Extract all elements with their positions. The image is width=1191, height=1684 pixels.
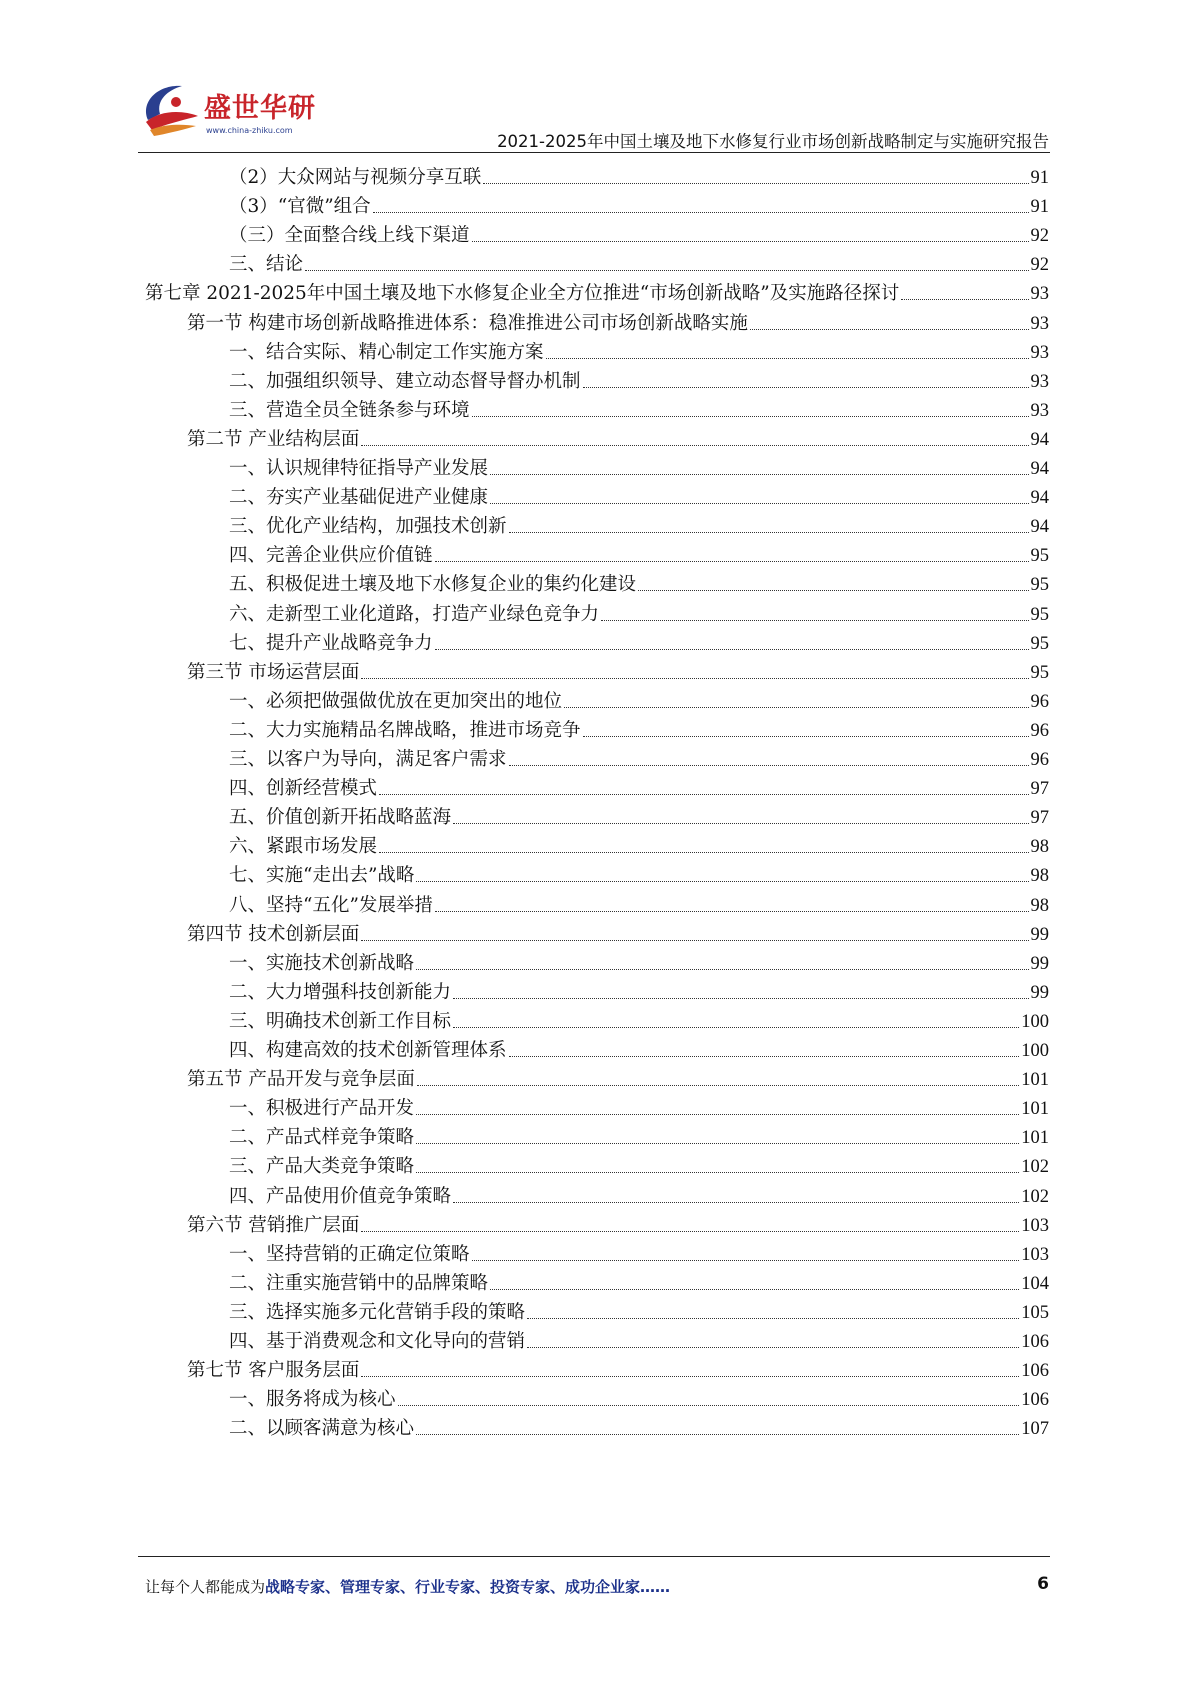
toc-entry-page: 99 (1030, 924, 1049, 945)
toc-dot-leader (453, 1202, 1019, 1203)
toc-entry[interactable] (229, 856, 1049, 887)
toc-entry[interactable] (229, 1322, 1049, 1353)
toc-entry-page: 91 (1030, 168, 1049, 188)
toc-entry[interactable] (229, 1031, 1049, 1062)
toc-dot-leader (379, 852, 1028, 853)
toc-entry[interactable] (229, 1177, 1049, 1208)
toc-dot-leader (472, 1260, 1020, 1261)
toc-entry-title: 五、价值创新开拓战略蓝海 (229, 807, 452, 829)
toc-dot-leader (373, 212, 1029, 213)
footer-slogan-prefix: 让每个人都能成为 (145, 1578, 266, 1596)
toc-entry[interactable] (229, 595, 1049, 626)
page-number: 6 (1037, 1574, 1049, 1594)
toc-entry-title: 一、服务将成为核心 (229, 1389, 396, 1411)
toc-section[interactable] (187, 653, 1049, 684)
toc-dot-leader (490, 503, 1028, 504)
toc-entry-title: 四、完善企业供应价值链 (229, 545, 433, 567)
toc-entry-title: 二、加强组织领导、建立动态督导督办机制 (229, 370, 581, 392)
toc-dot-leader (435, 911, 1029, 912)
toc-entry-page: 102 (1021, 1157, 1049, 1178)
toc-entry[interactable] (229, 944, 1049, 975)
toc-entry-page: 93 (1030, 371, 1049, 392)
toc-entry-title: 二、注重实施营销中的品牌策略 (229, 1272, 489, 1294)
toc-entry-page: 105 (1021, 1302, 1049, 1323)
toc-entry-page: 106 (1021, 1332, 1049, 1352)
toc-dot-leader (546, 358, 1029, 359)
toc-entry-title: 三、明确技术创新工作目标 (229, 1010, 452, 1032)
toc-entry-page: 95 (1030, 575, 1049, 596)
toc-entry-title: 二、以顾客满意为核心 (229, 1418, 415, 1440)
toc-entry-page: 93 (1030, 313, 1049, 334)
toc-entry-page: 93 (1030, 400, 1049, 421)
toc-entry[interactable] (229, 798, 1049, 829)
toc-section[interactable] (187, 1060, 1049, 1091)
toc-section[interactable] (187, 1351, 1049, 1382)
toc-dot-leader (527, 1318, 1019, 1319)
toc-dot-leader (901, 299, 1028, 300)
toc-entry[interactable] (229, 478, 1049, 509)
toc-entry-title: 一、必须把做强做优放在更加突出的地位 (229, 690, 563, 712)
toc-entry[interactable] (229, 187, 1049, 218)
toc-dot-leader (398, 1405, 1020, 1406)
header-divider (138, 152, 1050, 153)
toc-entry-title: 五、积极促进土壤及地下水修复企业的集约化建设 (229, 574, 637, 596)
toc-entry-page: 100 (1021, 1041, 1049, 1061)
toc-entry-title: 第三节 市场运营层面 (187, 661, 360, 683)
toc-entry-page: 93 (1030, 342, 1049, 363)
toc-entry-title: 第七节 客户服务层面 (187, 1360, 360, 1382)
toc-entry-page: 92 (1030, 255, 1049, 276)
toc-dot-leader (416, 1143, 1019, 1144)
toc-dot-leader (453, 823, 1028, 824)
toc-entry[interactable] (229, 886, 1049, 917)
toc-entry-title: 四、构建高效的技术创新管理体系 (229, 1040, 507, 1061)
toc-entry-page: 93 (1030, 284, 1049, 305)
toc-entry-page: 101 (1021, 1099, 1049, 1120)
toc-section[interactable] (187, 1206, 1049, 1237)
toc-entry[interactable] (229, 1293, 1049, 1324)
toc-entry[interactable] (229, 391, 1049, 422)
toc-entry-page: 95 (1030, 604, 1049, 625)
toc-entry-page: 99 (1030, 953, 1049, 974)
toc-dot-leader (601, 620, 1028, 621)
toc-entry-page: 94 (1030, 429, 1049, 450)
toc-dot-leader (472, 416, 1029, 417)
toc-entry-title: 三、以客户为导向，满足客户需求 (229, 749, 507, 770)
toc-section[interactable] (187, 304, 1049, 335)
toc-entry-page: 98 (1030, 866, 1049, 887)
toc-entry-title: 第四节 技术创新层面 (187, 923, 360, 945)
toc-entry[interactable] (229, 1264, 1049, 1295)
toc-entry-page: 94 (1030, 517, 1049, 538)
toc-entry-page: 101 (1021, 1128, 1049, 1149)
toc-entry[interactable] (229, 1089, 1049, 1120)
footer-slogan (145, 1576, 670, 1597)
toc-entry[interactable] (229, 507, 1049, 538)
toc-dot-leader (379, 794, 1028, 795)
toc-entry[interactable] (229, 536, 1049, 567)
toc-dot-leader (490, 1289, 1019, 1290)
toc-entry-page: 100 (1021, 1011, 1049, 1032)
toc-entry-page: 94 (1030, 488, 1049, 509)
toc-entry-page: 103 (1021, 1215, 1049, 1236)
toc-entry-page: 95 (1030, 633, 1049, 654)
toc-entry[interactable] (229, 1118, 1049, 1149)
toc-dot-leader (638, 590, 1028, 591)
toc-entry-page: 95 (1030, 662, 1049, 683)
report-title: 2021-2025年中国土壤及地下水修复行业市场创新战略制定与实施研究报告 (497, 132, 1049, 151)
toc-dot-leader (417, 1085, 1019, 1086)
toc-dot-leader (453, 1027, 1019, 1028)
toc-entry-title: 二、产品式样竞争策略 (229, 1127, 415, 1149)
toc-entry-title: 七、实施“走出去”战略 (229, 865, 415, 887)
toc-entry-title: 第五节 产品开发与竞争层面 (187, 1069, 415, 1091)
toc-entry[interactable] (229, 449, 1049, 480)
toc-entry-title: 二、夯实产业基础促进产业健康 (229, 487, 489, 509)
toc-entry-page: 96 (1030, 720, 1049, 741)
toc-entry-title: 六、走新型工业化道路，打造产业绿色竞争力 (229, 603, 600, 625)
toc-entry-page: 103 (1021, 1244, 1049, 1265)
toc-entry-title: 第一节 构建市场创新战略推进体系：稳准推进公司市场创新战略实施 (187, 312, 748, 334)
toc-dot-leader (527, 1347, 1019, 1348)
footer-slogan-roles: 战略专家、管理专家、行业专家、投资专家、成功企业家…… (265, 1578, 671, 1596)
toc-entry-page: 104 (1021, 1273, 1049, 1294)
toc-entry-page: 101 (1021, 1070, 1049, 1091)
toc-entry[interactable] (229, 624, 1049, 655)
toc-entry-title: 三、产品大类竞争策略 (229, 1156, 415, 1178)
toc-entry-title: 二、大力实施精品名牌战略，推进市场竞争 (229, 719, 581, 741)
toc-entry[interactable] (229, 769, 1049, 800)
toc-entry-title: 二、大力增强科技创新能力 (229, 981, 452, 1003)
toc-dot-leader (435, 561, 1029, 562)
toc-entry-page: 94 (1030, 459, 1049, 479)
toc-entry[interactable] (229, 333, 1049, 364)
toc-entry-title: 一、积极进行产品开发 (229, 1098, 415, 1120)
page-header (0, 0, 1191, 160)
toc-entry[interactable] (229, 362, 1049, 393)
toc-dot-leader (509, 1056, 1020, 1057)
toc-entry-page: 106 (1021, 1390, 1049, 1411)
toc-entry-page: 102 (1021, 1186, 1049, 1207)
toc-dot-leader (361, 1231, 1019, 1232)
toc-entry-page: 92 (1030, 226, 1049, 247)
toc-entry-title: 三、优化产业结构，加强技术创新 (229, 516, 507, 538)
toc-entry[interactable] (229, 1147, 1049, 1178)
toc-entry-title: 一、结合实际、精心制定工作实施方案 (229, 341, 544, 363)
toc-chapter[interactable] (145, 274, 1049, 305)
toc-entry-title: 六、紧跟市场发展 (229, 836, 378, 858)
toc-dot-leader (453, 998, 1028, 999)
toc-entry-title: （2）大众网站与视频分享互联 (229, 167, 482, 188)
toc-entry[interactable] (229, 827, 1049, 858)
toc-dot-leader (583, 736, 1029, 737)
toc-dot-leader (416, 1172, 1019, 1173)
toc-dot-leader (361, 940, 1028, 941)
toc-entry-title: 第六节 营销推广层面 (187, 1214, 360, 1236)
toc-dot-leader (305, 270, 1028, 271)
toc-entry-title: （3）“官微”组合 (229, 196, 371, 218)
toc-dot-leader (435, 649, 1029, 650)
toc-entry-page: 107 (1021, 1419, 1049, 1440)
toc-entry-page: 98 (1030, 895, 1049, 916)
logo-url: www.china-zhiku.com (206, 126, 293, 135)
toc-entry-page: 99 (1030, 982, 1049, 1003)
toc-entry[interactable] (229, 565, 1049, 596)
toc-dot-leader (509, 532, 1029, 533)
toc-entry[interactable] (229, 158, 1049, 189)
toc-entry[interactable] (229, 973, 1049, 1004)
toc-entry-title: 三、营造全员全链条参与环境 (229, 399, 470, 421)
toc-entry-title: 一、实施技术创新战略 (229, 952, 415, 974)
toc-entry[interactable] (229, 711, 1049, 742)
toc-entry-page: 98 (1030, 837, 1049, 858)
toc-entry[interactable] (229, 1002, 1049, 1033)
logo-text: 盛世华研 (204, 93, 316, 124)
toc-entry[interactable] (229, 1409, 1049, 1440)
toc-entry-page: 97 (1030, 779, 1049, 800)
toc-section[interactable] (187, 915, 1049, 946)
toc-entry-page: 91 (1030, 197, 1049, 218)
toc-entry[interactable] (229, 740, 1049, 771)
toc-entry-title: 四、基于消费观念和文化导向的营销 (229, 1331, 526, 1352)
toc-dot-leader (416, 1114, 1019, 1115)
toc-dot-leader (750, 329, 1029, 330)
toc-entry-title: 三、选择实施多元化营销手段的策略 (229, 1301, 526, 1323)
toc-entry-title: 三、结论 (229, 254, 304, 276)
toc-dot-leader (583, 387, 1029, 388)
toc-entry[interactable] (229, 1380, 1049, 1411)
footer-divider (138, 1556, 1050, 1557)
toc-dot-leader (483, 183, 1028, 184)
toc-dot-leader (416, 969, 1028, 970)
toc-entry-title: 八、坚持“五化”发展举措 (229, 894, 433, 916)
toc-dot-leader (509, 765, 1029, 766)
toc-dot-leader (361, 445, 1028, 446)
toc-entry[interactable] (229, 216, 1049, 247)
toc-entry[interactable] (229, 245, 1049, 276)
toc-entry-title: 七、提升产业战略竞争力 (229, 632, 433, 654)
toc-dot-leader (416, 1434, 1019, 1435)
toc-entry-page: 106 (1021, 1361, 1049, 1382)
toc-dot-leader (490, 474, 1028, 475)
toc-entry-title: （三）全面整合线上线下渠道 (229, 225, 470, 247)
toc-dot-leader (416, 881, 1028, 882)
toc-section[interactable] (187, 420, 1049, 451)
toc-entry-page: 96 (1030, 750, 1049, 770)
toc-entry-title: 第七章 2021-2025年中国土壤及地下水修复企业全方位推进“市场创新战略”及实施路径探讨 (145, 283, 900, 305)
toc-dot-leader (472, 241, 1029, 242)
toc-entry-title: 第二节 产业结构层面 (187, 428, 360, 450)
toc-dot-leader (361, 1376, 1019, 1377)
toc-entry-page: 96 (1030, 691, 1049, 712)
toc-entry[interactable] (229, 682, 1049, 713)
company-logo (138, 80, 338, 150)
toc-entry-page: 97 (1030, 808, 1049, 829)
toc-entry-title: 一、坚持营销的正确定位策略 (229, 1243, 470, 1265)
toc-dot-leader (564, 707, 1028, 708)
toc-dot-leader (361, 678, 1028, 679)
toc-entry[interactable] (229, 1235, 1049, 1266)
logo-swoosh-icon (138, 80, 208, 140)
toc-entry-title: 四、创新经营模式 (229, 778, 378, 800)
toc-entry-page: 95 (1030, 546, 1049, 567)
toc-entry-title: 四、产品使用价值竞争策略 (229, 1185, 452, 1207)
toc-entry-title: 一、认识规律特征指导产业发展 (229, 458, 489, 479)
